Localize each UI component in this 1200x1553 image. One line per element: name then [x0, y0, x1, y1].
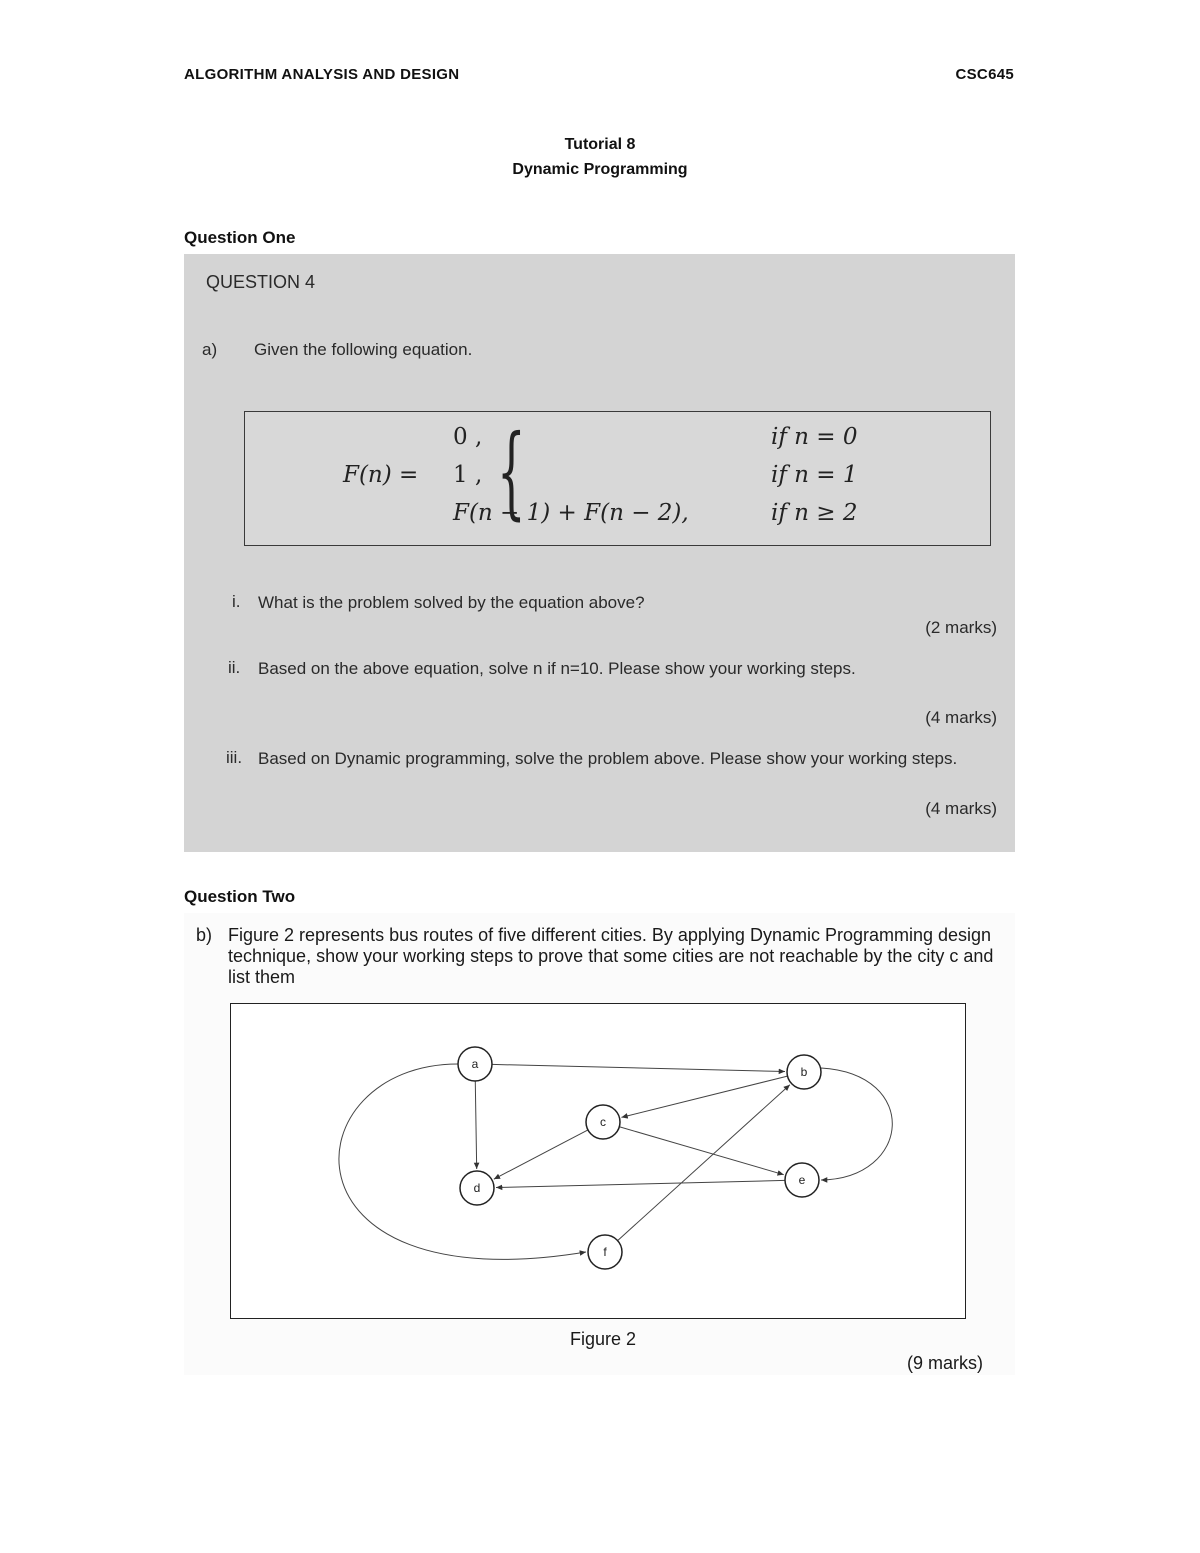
subquestion-text: Based on the above equation, solve n if n=10. Please show your working steps.	[258, 659, 856, 678]
question-one-heading: Question One	[184, 228, 296, 247]
equation-lhs: F(n) =	[343, 462, 419, 488]
node-e-label: e	[798, 1173, 806, 1187]
edge-a-f	[339, 1064, 586, 1259]
course-title: ALGORITHM ANALYSIS AND DESIGN	[184, 66, 460, 83]
node-b-label: b	[800, 1065, 808, 1079]
course-code: CSC645	[955, 66, 1014, 83]
part-a-text: Given the following equation.	[254, 340, 473, 359]
question-two-heading: Question Two	[184, 887, 296, 906]
equation-case-cond: if n ≥ 2	[771, 500, 858, 526]
question-two-marks: (9 marks)	[907, 1353, 983, 1373]
edge-c-d	[494, 1130, 588, 1179]
subquestion-marks: (2 marks)	[925, 618, 997, 637]
part-b-label: b)	[196, 925, 213, 945]
subquestion-marks: (4 marks)	[925, 708, 997, 727]
subquestion-number: ii.	[228, 658, 241, 677]
equation-box	[244, 411, 991, 546]
subquestion-marks: (4 marks)	[925, 799, 997, 818]
part-b-text: Figure 2 represents bus routes of five different cities. By applying Dynamic Programming design technique, show your working steps to prove that some cities are not reachable by the city c and list them	[228, 925, 994, 987]
node-c-label: c	[600, 1115, 606, 1129]
equation-case-expr: 0 ,	[453, 424, 483, 450]
subquestion-text: What is the problem solved by the equation above?	[258, 593, 645, 612]
node-d-label: d	[473, 1181, 481, 1195]
part-a-label: a)	[202, 340, 218, 359]
subquestion-number: i.	[232, 592, 241, 611]
subquestion-number: iii.	[226, 748, 243, 767]
equation-case-expr: F(n − 1) + F(n − 2),	[453, 500, 689, 526]
question-one-scan	[184, 254, 1015, 852]
tutorial-subtitle: Dynamic Programming	[512, 161, 688, 178]
figure-2-box	[230, 1003, 966, 1319]
bus-route-graph	[231, 1004, 965, 1318]
tutorial-title: Tutorial 8	[564, 136, 636, 153]
node-a-label: a	[471, 1057, 479, 1071]
equation-case-cond: if n = 1	[771, 462, 858, 488]
scan-question-title: QUESTION 4	[206, 272, 316, 292]
edge-b-c	[621, 1076, 787, 1117]
edge-a-b	[492, 1064, 785, 1071]
equation-case-cond: if n = 0	[771, 424, 858, 450]
edge-a-d	[475, 1081, 476, 1169]
brace-symbol: {	[497, 413, 526, 530]
subquestion-text: Based on Dynamic programming, solve the problem above. Please show your working steps.	[258, 749, 958, 768]
edge-e-d	[496, 1180, 785, 1187]
edge-b-e	[821, 1068, 892, 1180]
figure-caption: Figure 2	[570, 1329, 637, 1349]
edge-c-e	[619, 1127, 783, 1175]
node-f-label: f	[603, 1245, 607, 1259]
edge-f-b	[618, 1085, 790, 1241]
question-two-scan	[184, 913, 1015, 1375]
equation-case-expr: 1 ,	[453, 462, 483, 488]
